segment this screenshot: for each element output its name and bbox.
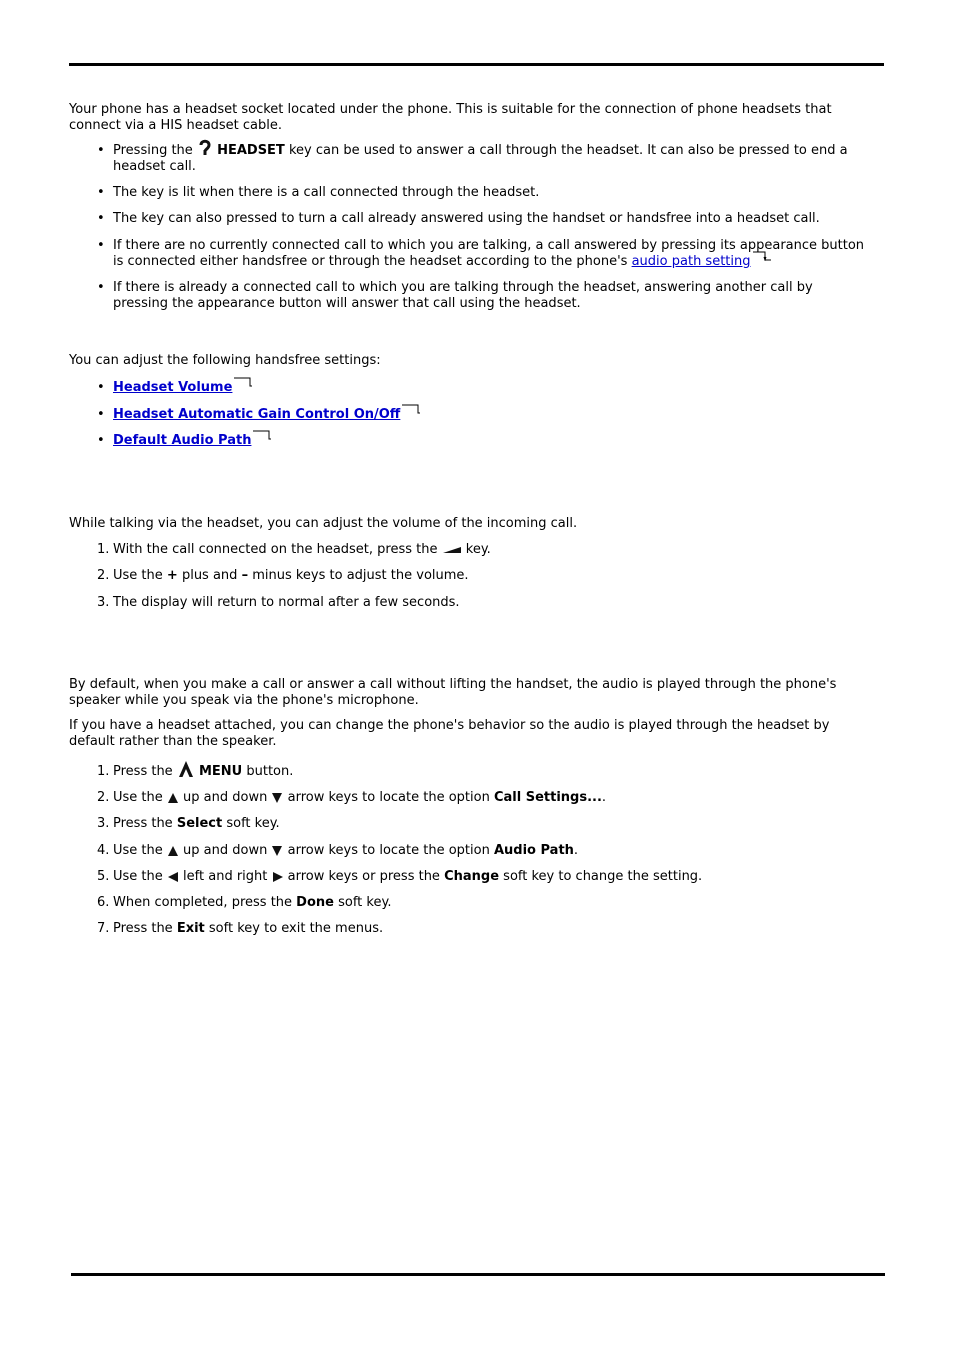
- audio-path-setting-link[interactable]: audio path setting: [631, 254, 751, 269]
- list-item: [69, 433, 869, 449]
- list-item: • The key can also pressed to turn a call already answered using the handset or handsfree into a headset call.: [69, 211, 869, 227]
- menu-key-label: MENU: [198, 764, 243, 779]
- down-arrow-icon: [271, 792, 283, 804]
- settings-section: [69, 353, 869, 369]
- headset-volume-link[interactable]: Headset Volume: [113, 380, 233, 395]
- option-label: Audio Path: [493, 843, 574, 858]
- list-item: 3. The display will return to normal after a few seconds.: [97, 595, 460, 610]
- settings-links-list: [69, 380, 869, 449]
- volume-intro: [69, 516, 869, 532]
- volume-intro-text: While talking via the headset, you can adjust the volume of the incoming call.: [69, 516, 578, 531]
- list-item: • If there are no currently connected call to which you are talking, a call answered by pressing its appearance button is connected either handsfree or through the headset according to the phone's audio path setting: [69, 238, 869, 270]
- audio-path-para2: [69, 718, 869, 750]
- list-item: • If there is already a connected call to which you are talking through the headset, answering another call by pressing the appearance button will answer that call using the headset.: [69, 280, 869, 312]
- up-arrow-icon: [167, 845, 179, 857]
- list-item: 5. Use the left and right arrow keys or press the Change soft key to change the setting.: [97, 869, 703, 884]
- plus-key-label: +: [166, 568, 178, 583]
- minus-key-label: –: [241, 568, 249, 583]
- list-item: 6. When completed, press the Done soft key.: [97, 895, 392, 910]
- cross-reference-icon: [401, 404, 421, 414]
- volume-icon: [442, 545, 462, 555]
- list-item: 7. Press the Exit soft key to exit the menus.: [97, 921, 384, 936]
- headset-agc-link[interactable]: Headset Automatic Gain Control On/Off: [113, 407, 401, 422]
- list-item: • The key is lit when there is a call connected through the headset.: [69, 185, 869, 201]
- intro-text: Your phone has a headset socket located under the phone. This is suitable for the connection of phone headsets that connect via a HIS headset cable.: [69, 102, 832, 133]
- soft-key-label: Exit: [176, 921, 205, 936]
- audio-path-para1-text: By default, when you make a call or answer a call without lifting the handset, the audio is played through the phone's speaker while you speak via the phone's microphone.: [69, 677, 837, 708]
- list-item: 2. Use the + plus and – minus keys to adjust the volume.: [97, 568, 469, 583]
- soft-key-label: Change: [444, 869, 500, 884]
- down-arrow-icon: [271, 845, 283, 857]
- soft-key-label: Select: [176, 816, 223, 831]
- up-arrow-icon: [167, 792, 179, 804]
- headset-behaviour-list: [69, 143, 869, 312]
- headset-key-label: HEADSET: [217, 143, 285, 158]
- header-rule: [69, 63, 884, 66]
- menu-icon: [177, 760, 195, 778]
- list-item: [69, 380, 869, 396]
- list-item: • Pressing the HEADSET key can be used to answer a call through the headset. It can also be pressed to end a headset call.: [69, 143, 869, 175]
- footer-rule: [71, 1273, 885, 1276]
- list-item: 2. Use the up and down arrow keys to locate the option Call Settings....: [97, 790, 607, 805]
- list-item: 1. With the call connected on the headset, press the key.: [97, 542, 491, 557]
- audio-path-steps: [69, 764, 869, 937]
- audio-path-para2-text: If you have a headset attached, you can change the phone's behavior so the audio is played through the headset by default rather than the speaker.: [69, 718, 830, 749]
- volume-steps: [69, 542, 869, 611]
- list-item: 1. Press the MENU button.: [69, 764, 869, 780]
- audio-path-para1: [69, 677, 869, 709]
- cross-reference-icon: [752, 251, 772, 261]
- settings-intro: You can adjust the following handsfree settings:: [69, 353, 381, 368]
- list-item: [69, 407, 869, 423]
- option-label: Call Settings...: [493, 790, 602, 805]
- soft-key-label: Done: [296, 895, 334, 910]
- list-item: 4. Use the up and down arrow keys to locate the option Audio Path.: [97, 843, 579, 858]
- right-arrow-icon: [272, 871, 284, 883]
- headset-icon: [197, 138, 213, 158]
- default-audio-path-link[interactable]: Default Audio Path: [113, 433, 252, 448]
- intro-paragraph: [69, 102, 869, 134]
- list-item: 3. Press the Select soft key.: [97, 816, 280, 831]
- left-arrow-icon: [167, 871, 179, 883]
- cross-reference-icon: [252, 430, 272, 440]
- cross-reference-icon: [233, 377, 253, 387]
